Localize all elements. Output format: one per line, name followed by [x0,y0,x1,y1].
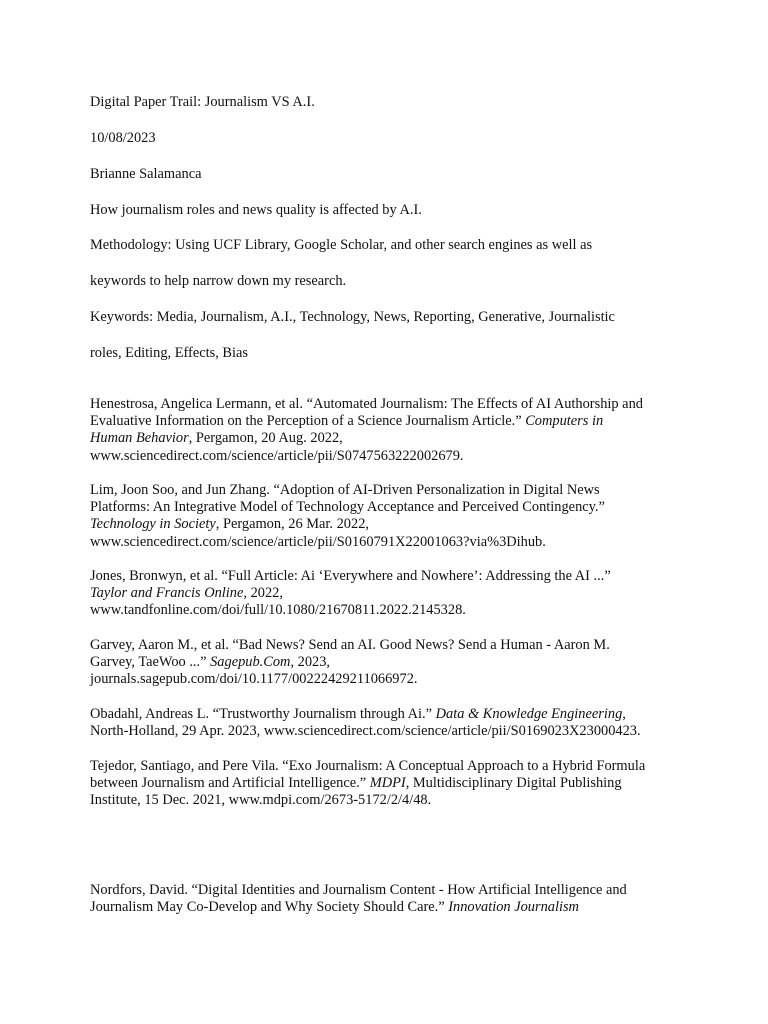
document-date: 10/08/2023 [90,130,156,146]
reference-line: Jones, Bronwyn, et al. “Full Article: Ai ‘Everywhere and Nowhere’: Addressing the AI ...” [90,568,611,584]
reference-line [90,413,690,430]
reference-entry [90,637,690,689]
reference-line: Platforms: An Integrative Model of Technology Acceptance and Perceived Contingency.” [90,499,605,516]
reference-source: Technology in Society [90,516,216,533]
reference-text: , Multidisciplinary Digital Publishing [405,775,622,792]
reference-source: Innovation Journalism [448,899,579,916]
reference-text: , 2022, [243,585,283,602]
reference-line: Tejedor, Santiago, and Pere Vila. “Exo Journalism: A Conceptual Approach to a Hybrid Formula [90,758,646,774]
reference-entry [90,482,690,551]
reference-line [90,430,690,447]
document-title: Digital Paper Trail: Journalism VS A.I. [90,94,315,110]
reference-text: , [622,706,626,722]
reference-line: Institute, 15 Dec. 2021, www.mdpi.com/2673-5172/2/4/48. [90,792,432,809]
reference-text: Obadahl, Andreas L. “Trustworthy Journalism through Ai.” [90,706,436,722]
reference-url: journals.sagepub.com/doi/10.1177/00222429211066972. [90,671,418,688]
methodology-line-1: Methodology: Using UCF Library, Google Scholar, and other search engines as well as [90,237,593,253]
reference-entry [90,882,690,916]
reference-source: Sagepub.Com [210,654,291,671]
reference-url: www.sciencedirect.com/science/article/pii/S0160791X22001063?via%3Dihub. [90,533,546,550]
reference-entry [90,568,690,620]
reference-line: Garvey, Aaron M., et al. “Bad News? Send an AI. Good News? Send a Human - Aaron M. [90,637,610,653]
reference-text: , Pergamon, 20 Aug. 2022, [188,430,343,447]
keywords-line-2: roles, Editing, Effects, Bias [90,345,249,361]
document-author: Brianne Salamanca [90,166,202,182]
reference-text: Garvey, TaeWoo ...” [90,654,211,671]
reference-url: www.sciencedirect.com/science/article/pii/S0747563222002679. [90,447,464,464]
reference-line [90,585,690,602]
reference-source: MDPI [369,775,406,792]
reference-entry [90,396,690,465]
research-topic: How journalism roles and news quality is affected by A.I. [90,202,422,218]
reference-text: Journalism May Co-Develop and Why Society Should Care.” [90,899,449,916]
methodology-line-2: keywords to help narrow down my research. [90,273,347,289]
keywords-line-1: Keywords: Media, Journalism, A.I., Technology, News, Reporting, Generative, Journalistic [90,309,615,325]
reference-line [90,775,690,792]
reference-text: , Pergamon, 26 Mar. 2022, [215,516,369,533]
reference-source: Human Behavior [90,430,189,447]
reference-line [90,899,690,916]
reference-source: Taylor and Francis Online [90,585,244,602]
reference-line [90,654,690,671]
reference-entry [90,758,690,810]
reference-text: Evaluative Information on the Perception of a Science Journalism Article.” [90,413,526,430]
reference-text: between Journalism and Artificial Intelligence.” [90,775,370,792]
reference-text: , 2023, [290,654,331,671]
reference-entry [90,706,690,740]
reference-line: Nordfors, David. “Digital Identities and Journalism Content - How Artificial Intelligence and [90,882,627,898]
reference-line: Lim, Joon Soo, and Jun Zhang. “Adoption of AI-Driven Personalization in Digital News [90,482,600,498]
reference-source: Computers in [525,413,604,430]
reference-url: www.tandfonline.com/doi/full/10.1080/21670811.2022.2145328. [90,602,466,619]
reference-line [90,706,690,723]
reference-line: North-Holland, 29 Apr. 2023, www.sciencedirect.com/science/article/pii/S0169023X23000423. [90,723,641,740]
reference-line [90,516,690,533]
reference-source: Data & Knowledge Engineering [435,706,623,722]
reference-line: Henestrosa, Angelica Lermann, et al. “Automated Journalism: The Effects of AI Authorship and [90,396,643,412]
